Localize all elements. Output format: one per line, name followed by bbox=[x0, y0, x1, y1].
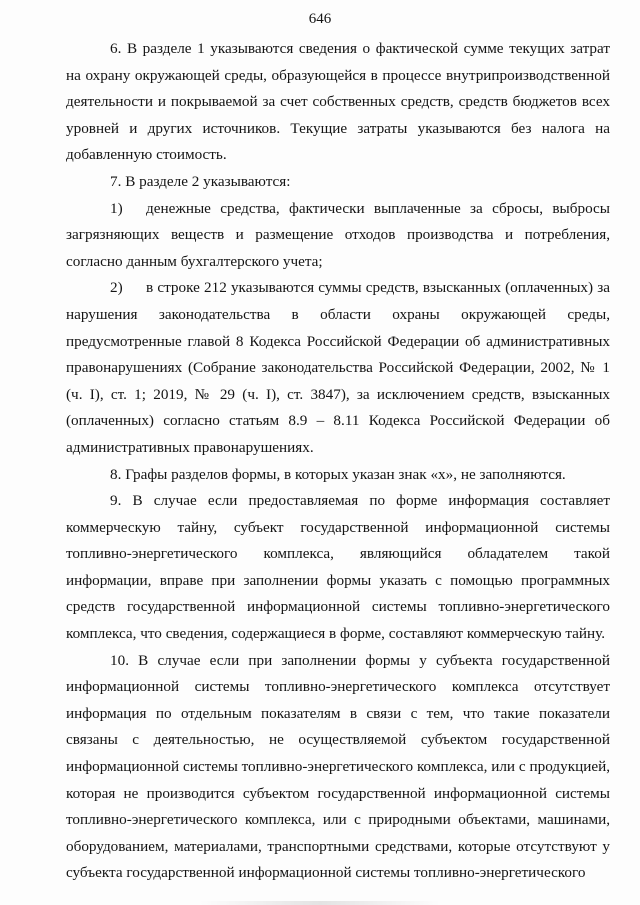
paragraph-10: 10. В случае если при заполнении формы у субъекта государственной информационной системы топливно-энергетического комплекса отсутствует информация по отдельным показателям в связи с тем, что такие показатели связаны с деятельностью, не осуществляемой субъектом государственной информационной системы топливно-энергетического комплекса, или с продукцией, которая не производится субъектом государственной информационной системы топливно-энергетического комплекса, или с природными объектами, машинами, оборудованием, материалами, транспортными средствами, которые отсутствуют у субъекта государственной информационной системы топливно-энергетического bbox=[66, 651, 610, 882]
paragraph-7-item-2 bbox=[66, 275, 610, 461]
paragraph-9: 9. В случае если предоставляемая по форме информация составляет коммерческую тайну, субъект государственной информационной системы топливно-энергетического комплекса, являющийся обладателем такой информации, вправе при заполнении формы указать с помощью программных средств государственной информационной системы топливно-энергетического комплекса, что сведения, содержащиеся в форме, составляют коммерческую тайну. bbox=[66, 492, 610, 643]
paragraph-7: 7. В разделе 2 указываются: bbox=[110, 172, 291, 190]
document-body bbox=[66, 36, 610, 887]
list-item-text: в строке 212 указываются суммы средств, взысканных (оплаченных) за нарушения законодательства в области охраны окружающей среды, предусмотренные главой 8 Кодекса Российской Федерации об административных правонарушениях (Собрание законодательства Российской Федерации, 2002, № 1 (ч. I), ст. 1; 2019, № 29 (ч. I), ст. 3847), за исключением средств, взысканных (оплаченных) согласно статьям 8.9 – 8.11 Кодекса Российской Федерации об административных правонарушениях. bbox=[66, 279, 610, 456]
list-item-number: 2) bbox=[110, 279, 123, 297]
paragraph-7-item-1 bbox=[66, 196, 610, 276]
page-number: 646 bbox=[308, 11, 332, 27]
list-item-text: денежные средства, фактически выплаченные за сбросы, выбросы загрязняющих веществ и размещение отходов производства и потребления, согласно данным бухгалтерского учета; bbox=[66, 199, 610, 270]
paragraph-6: 6. В разделе 1 указываются сведения о фактической сумме текущих затрат на охрану окружающей среды, образующейся в процессе внутрипроизводственной деятельности и покрываемой за счет собственных средств, средств бюджетов всех уровней и других источников. Текущие затраты указываются без налога на добавленную стоимость. bbox=[66, 40, 610, 164]
paragraph-8: 8. Графы разделов формы, в которых указан знак «х», не заполняются. bbox=[110, 465, 566, 483]
list-item-number: 1) bbox=[110, 199, 123, 217]
scan-artifact bbox=[200, 901, 440, 905]
